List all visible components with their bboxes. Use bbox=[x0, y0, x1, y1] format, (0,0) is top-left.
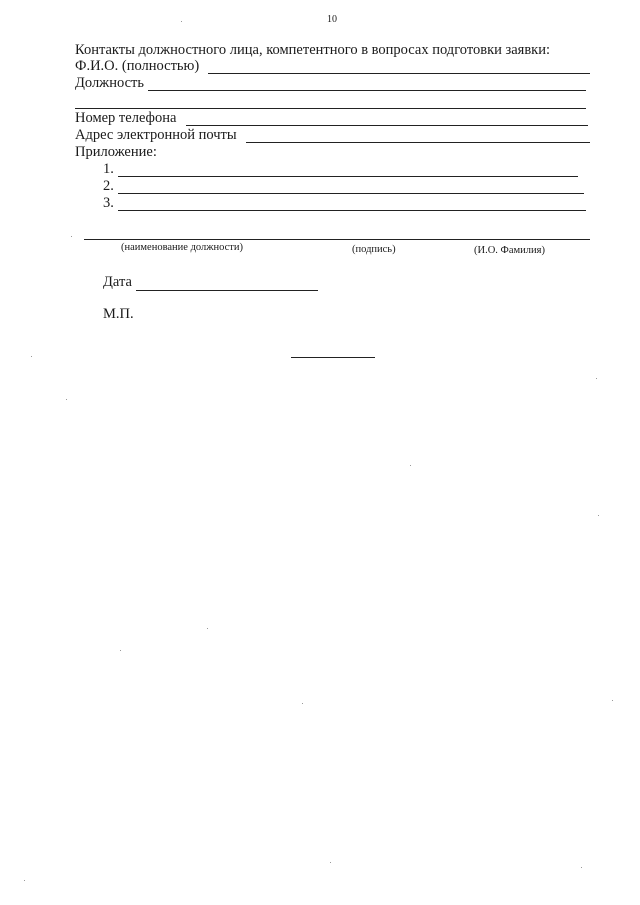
scan-speck bbox=[207, 628, 208, 629]
scan-speck bbox=[66, 399, 67, 400]
scan-speck bbox=[598, 515, 599, 516]
attachment-item-2: 2. bbox=[103, 178, 114, 194]
position-label: Должность bbox=[75, 75, 144, 91]
scan-speck bbox=[596, 378, 597, 379]
date-blank-line bbox=[136, 290, 318, 291]
position-blank-line-2 bbox=[75, 108, 586, 109]
contacts-heading: Контакты должностного лица, компетентного в вопросах подготовки заявки: bbox=[75, 42, 551, 58]
scan-speck bbox=[581, 867, 582, 868]
scan-speck bbox=[302, 703, 303, 704]
email-blank-line bbox=[246, 142, 590, 143]
position-caption: (наименование должности) bbox=[121, 242, 244, 253]
scan-speck bbox=[24, 880, 25, 881]
signature-caption: (подпись) bbox=[352, 244, 396, 255]
phone-label: Номер телефона bbox=[75, 110, 177, 126]
scan-speck bbox=[181, 21, 182, 22]
attachment-item-2-line bbox=[118, 193, 584, 194]
attachment-item-3: 3. bbox=[103, 195, 114, 211]
position-blank-line bbox=[148, 90, 586, 91]
name-caption: (И.О. Фамилия) bbox=[474, 245, 545, 256]
fio-label: Ф.И.О. (полностью) bbox=[75, 58, 200, 74]
end-rule bbox=[291, 357, 375, 358]
attachment-item-1: 1. bbox=[103, 161, 114, 177]
scan-speck bbox=[330, 862, 331, 863]
attachment-item-3-line bbox=[118, 210, 586, 211]
phone-blank-line bbox=[186, 125, 588, 126]
scan-speck bbox=[120, 650, 121, 651]
attachment-label: Приложение: bbox=[75, 144, 157, 160]
email-label: Адрес электронной почты bbox=[75, 127, 237, 143]
scan-speck bbox=[71, 236, 72, 237]
fio-blank-line bbox=[208, 73, 590, 74]
scan-speck bbox=[612, 700, 613, 701]
scan-speck bbox=[410, 465, 411, 466]
scan-speck bbox=[31, 356, 32, 357]
attachment-item-1-line bbox=[118, 176, 578, 177]
signature-line bbox=[84, 239, 590, 240]
stamp-label: М.П. bbox=[103, 306, 134, 322]
page-number: 10 bbox=[327, 14, 337, 25]
date-label: Дата bbox=[103, 274, 132, 290]
